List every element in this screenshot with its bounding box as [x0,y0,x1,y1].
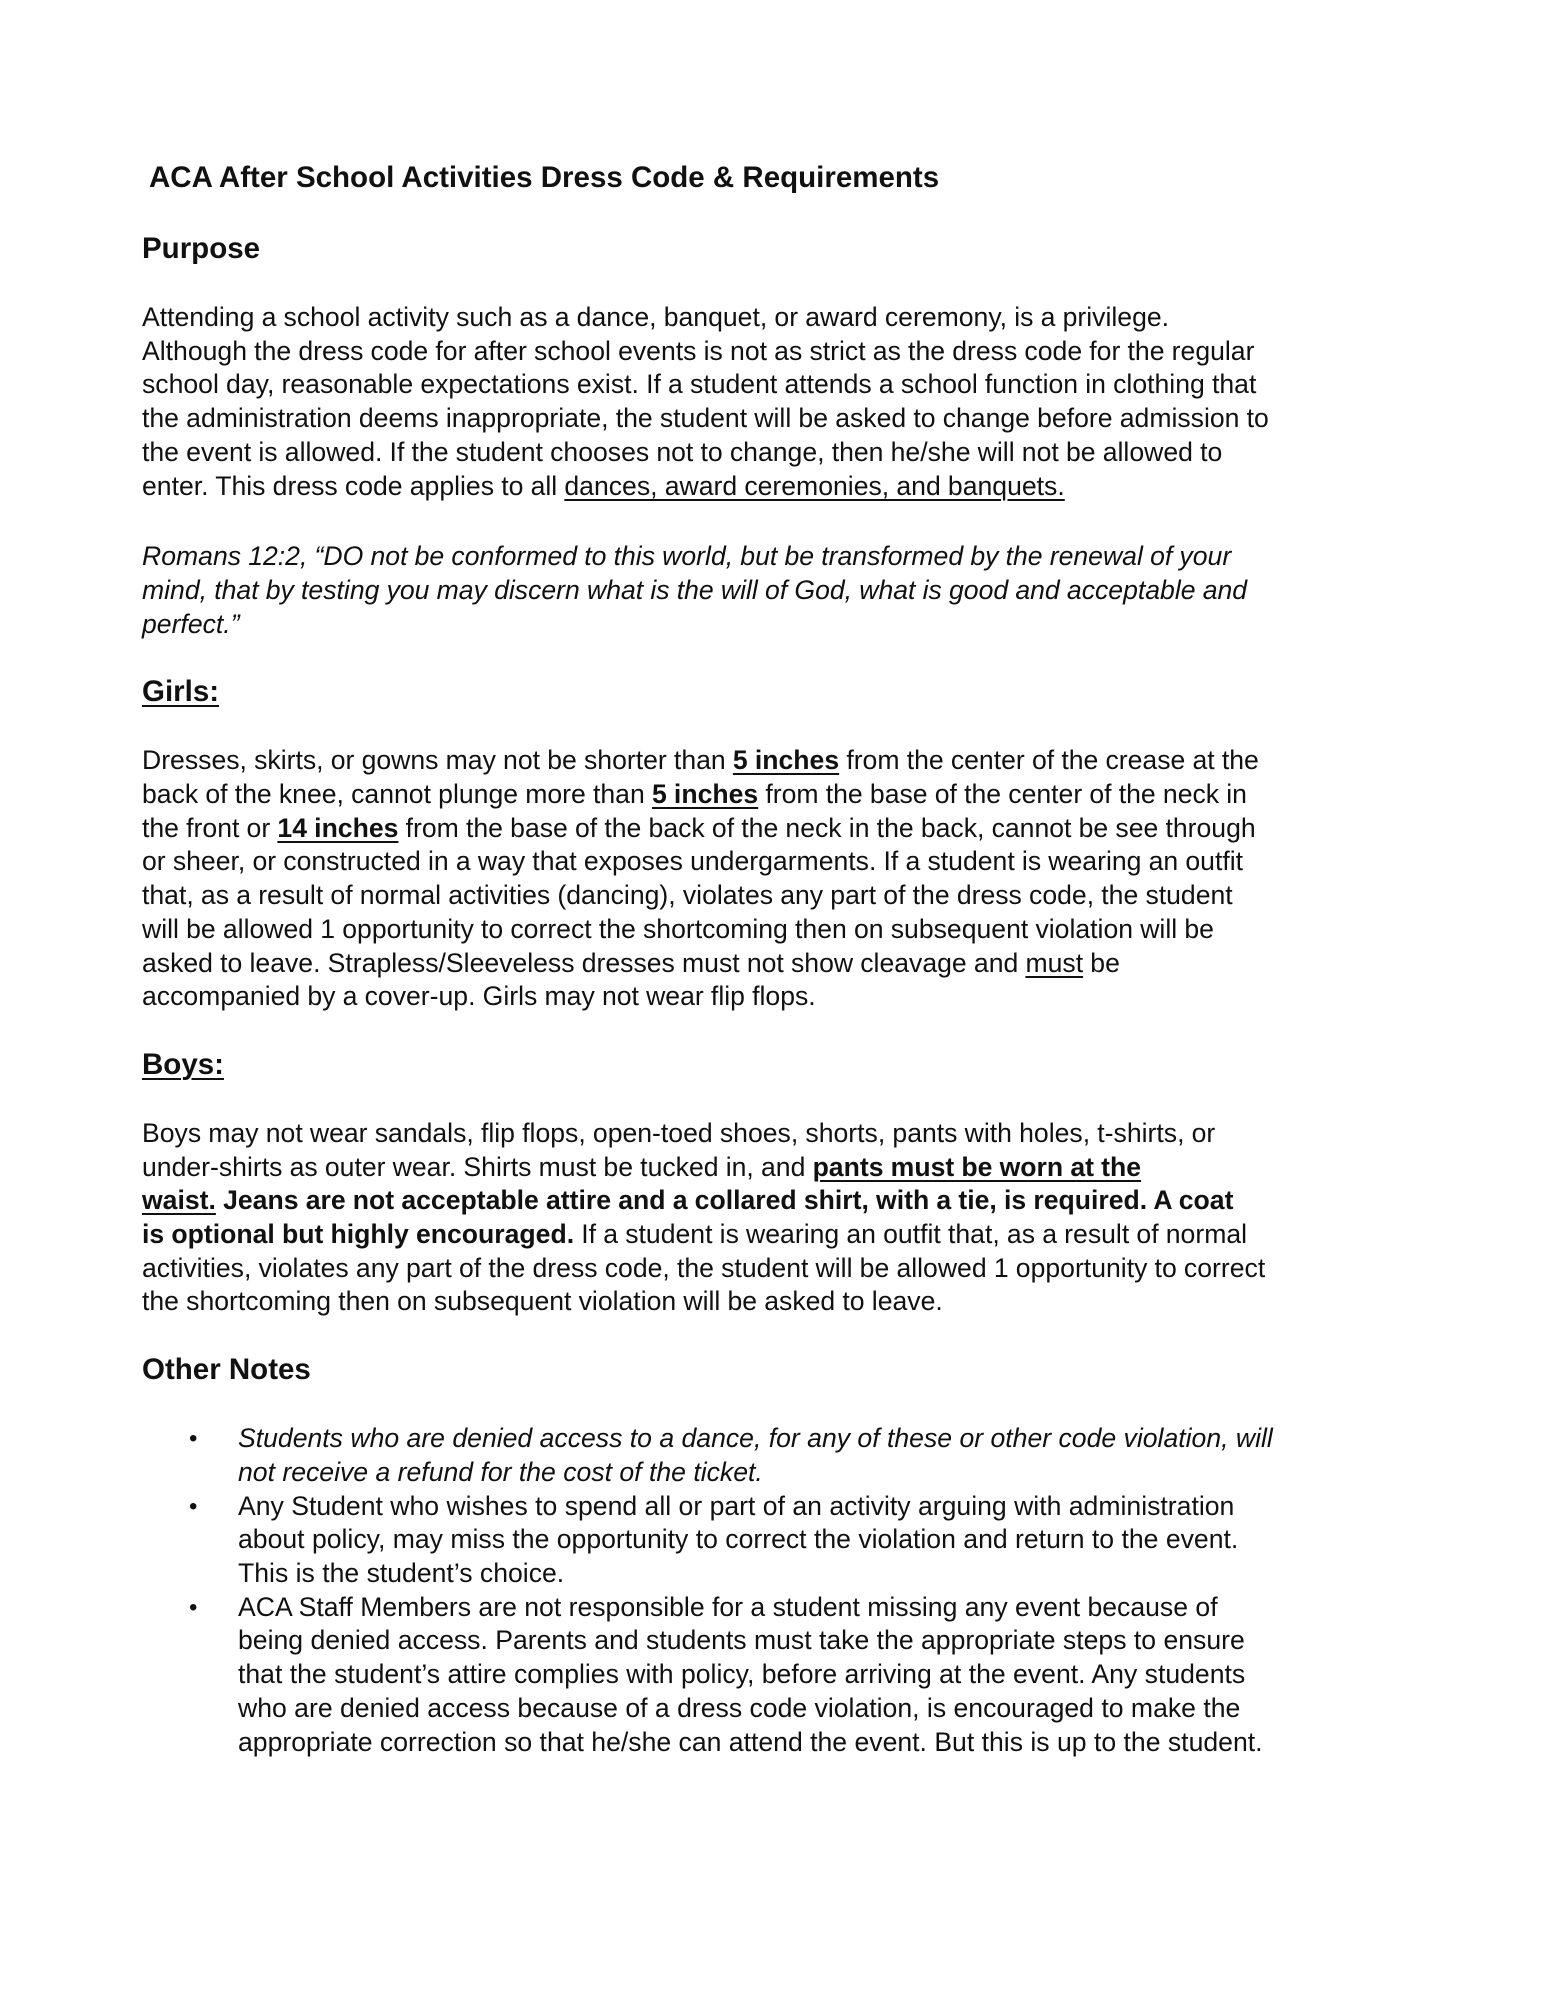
bullet-icon: • [189,1492,198,1520]
girls-line: accompanied by a cover-up. Girls may not wear flip flops. [142,981,816,1012]
applicable-events-text: dances, award ceremonies, and banquets. [564,470,1065,501]
document-title: ACA After School Activities Dress Code & Requirements [149,161,940,194]
purpose-line: Although the dress code for after school events is not as strict as the dress code for the regular [142,335,1255,366]
emphasis-text: Jeans are not acceptable attire and a collared shirt, with a tie, is required. A coat [215,1185,1234,1216]
girls-line [142,778,1412,812]
boys-line: activities, violates any part of the dress code, the student will be allowed 1 opportunity to correct [142,1252,1266,1283]
list-item-line: who are denied access because of a dress code violation, is encouraged to make the [238,1692,1241,1723]
measurement-text: 14 inches [277,812,399,843]
list-item [142,1422,1412,1489]
girls-line [142,812,1412,846]
girls-text: from the base of the back of the neck in the back, cannot be see through [398,812,1256,843]
boys-text: under-shirts as outer wear. Shirts must be tucked in, and [142,1151,813,1182]
list-item [142,1490,1412,1591]
girls-paragraph [142,744,1412,1014]
purpose-line: Attending a school activity such as a dance, banquet, or award ceremony, is a privilege. [142,302,1170,332]
bullet-icon: • [189,1593,198,1621]
purpose-last-line-text: enter. This dress code applies to all [142,470,565,501]
girls-line: that, as a result of normal activities (dancing), violates any part of the dress code, the student [142,880,1233,911]
boys-line: Boys may not wear sandals, flip flops, open-toed shoes, shorts, pants with holes, t-shirts, or [142,1117,1216,1148]
girls-line [142,947,1412,981]
quote-line: perfect.” [142,608,240,639]
list-item-line: appropriate correction so that he/she can attend the event. But this is up to the student. [238,1726,1263,1757]
measurement-text: 5 inches [732,745,840,776]
quote-line: mind, that by testing you may discern what is the will of God, what is good and acceptable and [142,574,1248,605]
boys-line [142,1151,1412,1185]
list-item-line: about policy, may miss the opportunity to correct the violation and return to the event. [238,1524,1239,1555]
girls-text: back of the knee, cannot plunge more than [142,779,652,810]
list-item-line: Any Student who wishes to spend all or part of an activity arguing with administration [238,1490,1235,1521]
other-notes-heading: Other Notes [142,1353,311,1387]
list-item [142,1591,1412,1760]
other-notes-list [142,1422,1412,1759]
girls-line: or sheer, or constructed in a way that exposes undergarments. If a student is wearing an outfit [142,846,1244,877]
emphasis-text: must [1025,947,1084,978]
girls-text: the front or [142,812,278,843]
boys-heading: Boys: [142,1047,224,1081]
boys-line [142,1218,1412,1252]
list-item-line: not receive a refund for the cost of the ticket. [238,1456,763,1487]
girls-line: will be allowed 1 opportunity to correct the shortcoming then on subsequent violation will be [142,913,1214,944]
quote-line: Romans 12:2, “DO not be conformed to this world, but be transformed by the renewal of your [142,541,1232,572]
girls-text: from the center of the crease at the [839,745,1259,776]
scripture-quote [142,540,1412,641]
emphasis-text: pants must be worn at the [812,1151,1142,1182]
girls-text: from the base of the center of the neck in [758,779,1247,810]
list-item-line: being denied access. Parents and students must take the appropriate steps to ensure [238,1625,1245,1656]
purpose-line: the event is allowed. If the student chooses not to change, then he/she will not be allowed to [142,436,1223,467]
measurement-text: 5 inches [651,779,759,810]
purpose-line: school day, reasonable expectations exist. If a student attends a school function in clothing that [142,369,1257,400]
emphasis-text: waist. [142,1185,216,1216]
list-item-line: This is the student’s choice. [238,1557,565,1588]
girls-text: asked to leave. Strapless/Sleeveless dresses must not show cleavage and [142,947,1026,978]
document-page [142,158,1412,1759]
list-item-line: Students who are denied access to a dance, for any of these or other code violation, will [238,1423,1273,1454]
bullet-icon: • [189,1425,198,1453]
boys-text: If a student is wearing an outfit that, as a result of normal [574,1219,1248,1250]
list-item-line: that the student’s attire complies with policy, before arriving at the event. Any students [238,1659,1246,1690]
boys-paragraph [142,1117,1412,1319]
list-item-line: ACA Staff Members are not responsible for a student missing any event because of [238,1591,1218,1622]
purpose-line: the administration deems inappropriate, the student will be asked to change before admission to [142,403,1269,434]
purpose-paragraph [142,301,1412,503]
girls-line [142,744,1412,778]
boys-line [142,1184,1412,1218]
purpose-heading: Purpose [142,232,261,265]
girls-heading: Girls: [142,675,220,709]
purpose-last-line [142,470,1412,504]
girls-text: Dresses, skirts, or gowns may not be shorter than [142,745,733,776]
boys-line: the shortcoming then on subsequent violation will be asked to leave. [142,1286,943,1317]
girls-text: be [1083,947,1120,978]
emphasis-text: is optional but highly encouraged. [142,1219,575,1250]
